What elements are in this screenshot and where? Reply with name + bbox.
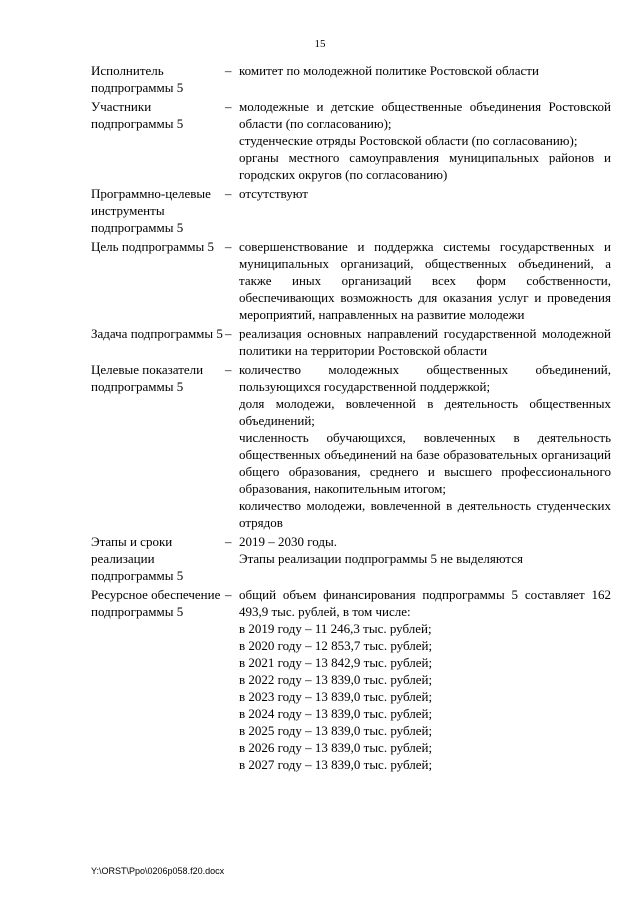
value-line: отсутствуют — [239, 186, 308, 201]
row-value — [239, 62, 611, 96]
value-line: в 2019 году – 11 246,3 тыс. рублей; — [239, 621, 432, 636]
value-line: в 2027 году – 13 839,0 тыс. рублей; — [239, 757, 433, 772]
row-label: Программно-целевые инструменты подпрограммы 5 — [91, 186, 211, 235]
dash: – — [225, 99, 232, 114]
value-line: в 2023 году – 13 839,0 тыс. рублей; — [239, 689, 433, 704]
row-value — [239, 98, 611, 183]
value-line: в 2024 году – 13 839,0 тыс. рублей; — [239, 706, 433, 721]
value-line: в 2025 году – 13 839,0 тыс. рублей; — [239, 723, 433, 738]
row-label: Этапы и сроки реализации подпрограммы 5 — [91, 534, 184, 583]
row-value — [239, 586, 611, 773]
row-label: Участники подпрограммы 5 — [91, 99, 184, 131]
value-line: численность обучающихся, вовлеченных в деятельность общественных объединений на базе образовательных организаций общего образования, среднего и высшего профессионального образования, накопительным итогом; — [239, 430, 611, 496]
row-value — [239, 361, 611, 531]
passport-row-instruments — [91, 185, 611, 236]
passport-row-goal — [91, 238, 611, 323]
passport-row-task — [91, 325, 611, 359]
value-line: молодежные и детские общественные объединения Ростовской области (по согласованию); — [239, 99, 611, 131]
row-label: Целевые показатели подпрограммы 5 — [91, 362, 204, 394]
value-line: количество молодежи, вовлеченной в деятельность студенческих отрядов — [239, 498, 611, 530]
row-label: Задача подпрограммы 5 — [91, 326, 223, 341]
value-line: студенческие отряды Ростовской области (по согласованию); — [239, 133, 578, 148]
dash: – — [225, 186, 232, 201]
value-line: Этапы реализации подпрограммы 5 не выделяются — [239, 551, 524, 566]
value-line: реализация основных направлений государственной молодежной политики на территории Ростовской области — [239, 326, 611, 358]
dash: – — [225, 239, 232, 254]
value-line: комитет по молодежной политике Ростовской области — [239, 63, 539, 78]
value-line: количество молодежных общественных объединений, пользующихся государственной поддержкой; — [239, 362, 611, 394]
row-label: Цель подпрограммы 5 — [91, 239, 215, 254]
passport-row-resources — [91, 586, 611, 773]
passport-row-participants — [91, 98, 611, 183]
passport-row-indicators — [91, 361, 611, 531]
value-line: 2019 – 2030 годы. — [239, 534, 337, 549]
row-label: Ресурсное обеспечение подпрограммы 5 — [91, 587, 221, 619]
value-line: в 2022 году – 13 839,0 тыс. рублей; — [239, 672, 433, 687]
value-line: доля молодежи, вовлеченной в деятельность общественных объединений; — [239, 396, 611, 428]
subprogram-passport — [91, 62, 611, 775]
value-line: органы местного самоуправления муниципальных районов и городских округов (по согласованию) — [239, 150, 611, 182]
value-line: в 2021 году – 13 842,9 тыс. рублей; — [239, 655, 433, 670]
row-value — [239, 325, 611, 359]
row-value — [239, 533, 611, 584]
value-line: в 2020 году – 12 853,7 тыс. рублей; — [239, 638, 433, 653]
dash: – — [225, 63, 232, 78]
dash: – — [225, 326, 232, 341]
passport-row-stages — [91, 533, 611, 584]
row-value — [239, 185, 611, 236]
value-line: общий объем финансирования подпрограммы 5 составляет 162 493,9 тыс. рублей, в том числе: — [239, 587, 611, 619]
passport-row-executor — [91, 62, 611, 96]
file-path-footer: Y:\ORST\Ppo\0206p058.f20.docx — [91, 866, 225, 876]
dash: – — [225, 534, 232, 549]
row-value — [239, 238, 611, 323]
dash: – — [225, 362, 232, 377]
row-label: Исполнитель подпрограммы 5 — [91, 63, 184, 95]
value-line: совершенствование и поддержка системы государственных и муниципальных организаций, общественных объединений, а также иных организаций всех форм собственности, обеспечивающих возможность для оказания услуг и проведения мероприятий, направленных на развитие молодежи — [239, 239, 611, 322]
value-line: в 2026 году – 13 839,0 тыс. рублей; — [239, 740, 433, 755]
page-number: 15 — [314, 38, 326, 50]
dash: – — [225, 587, 232, 602]
